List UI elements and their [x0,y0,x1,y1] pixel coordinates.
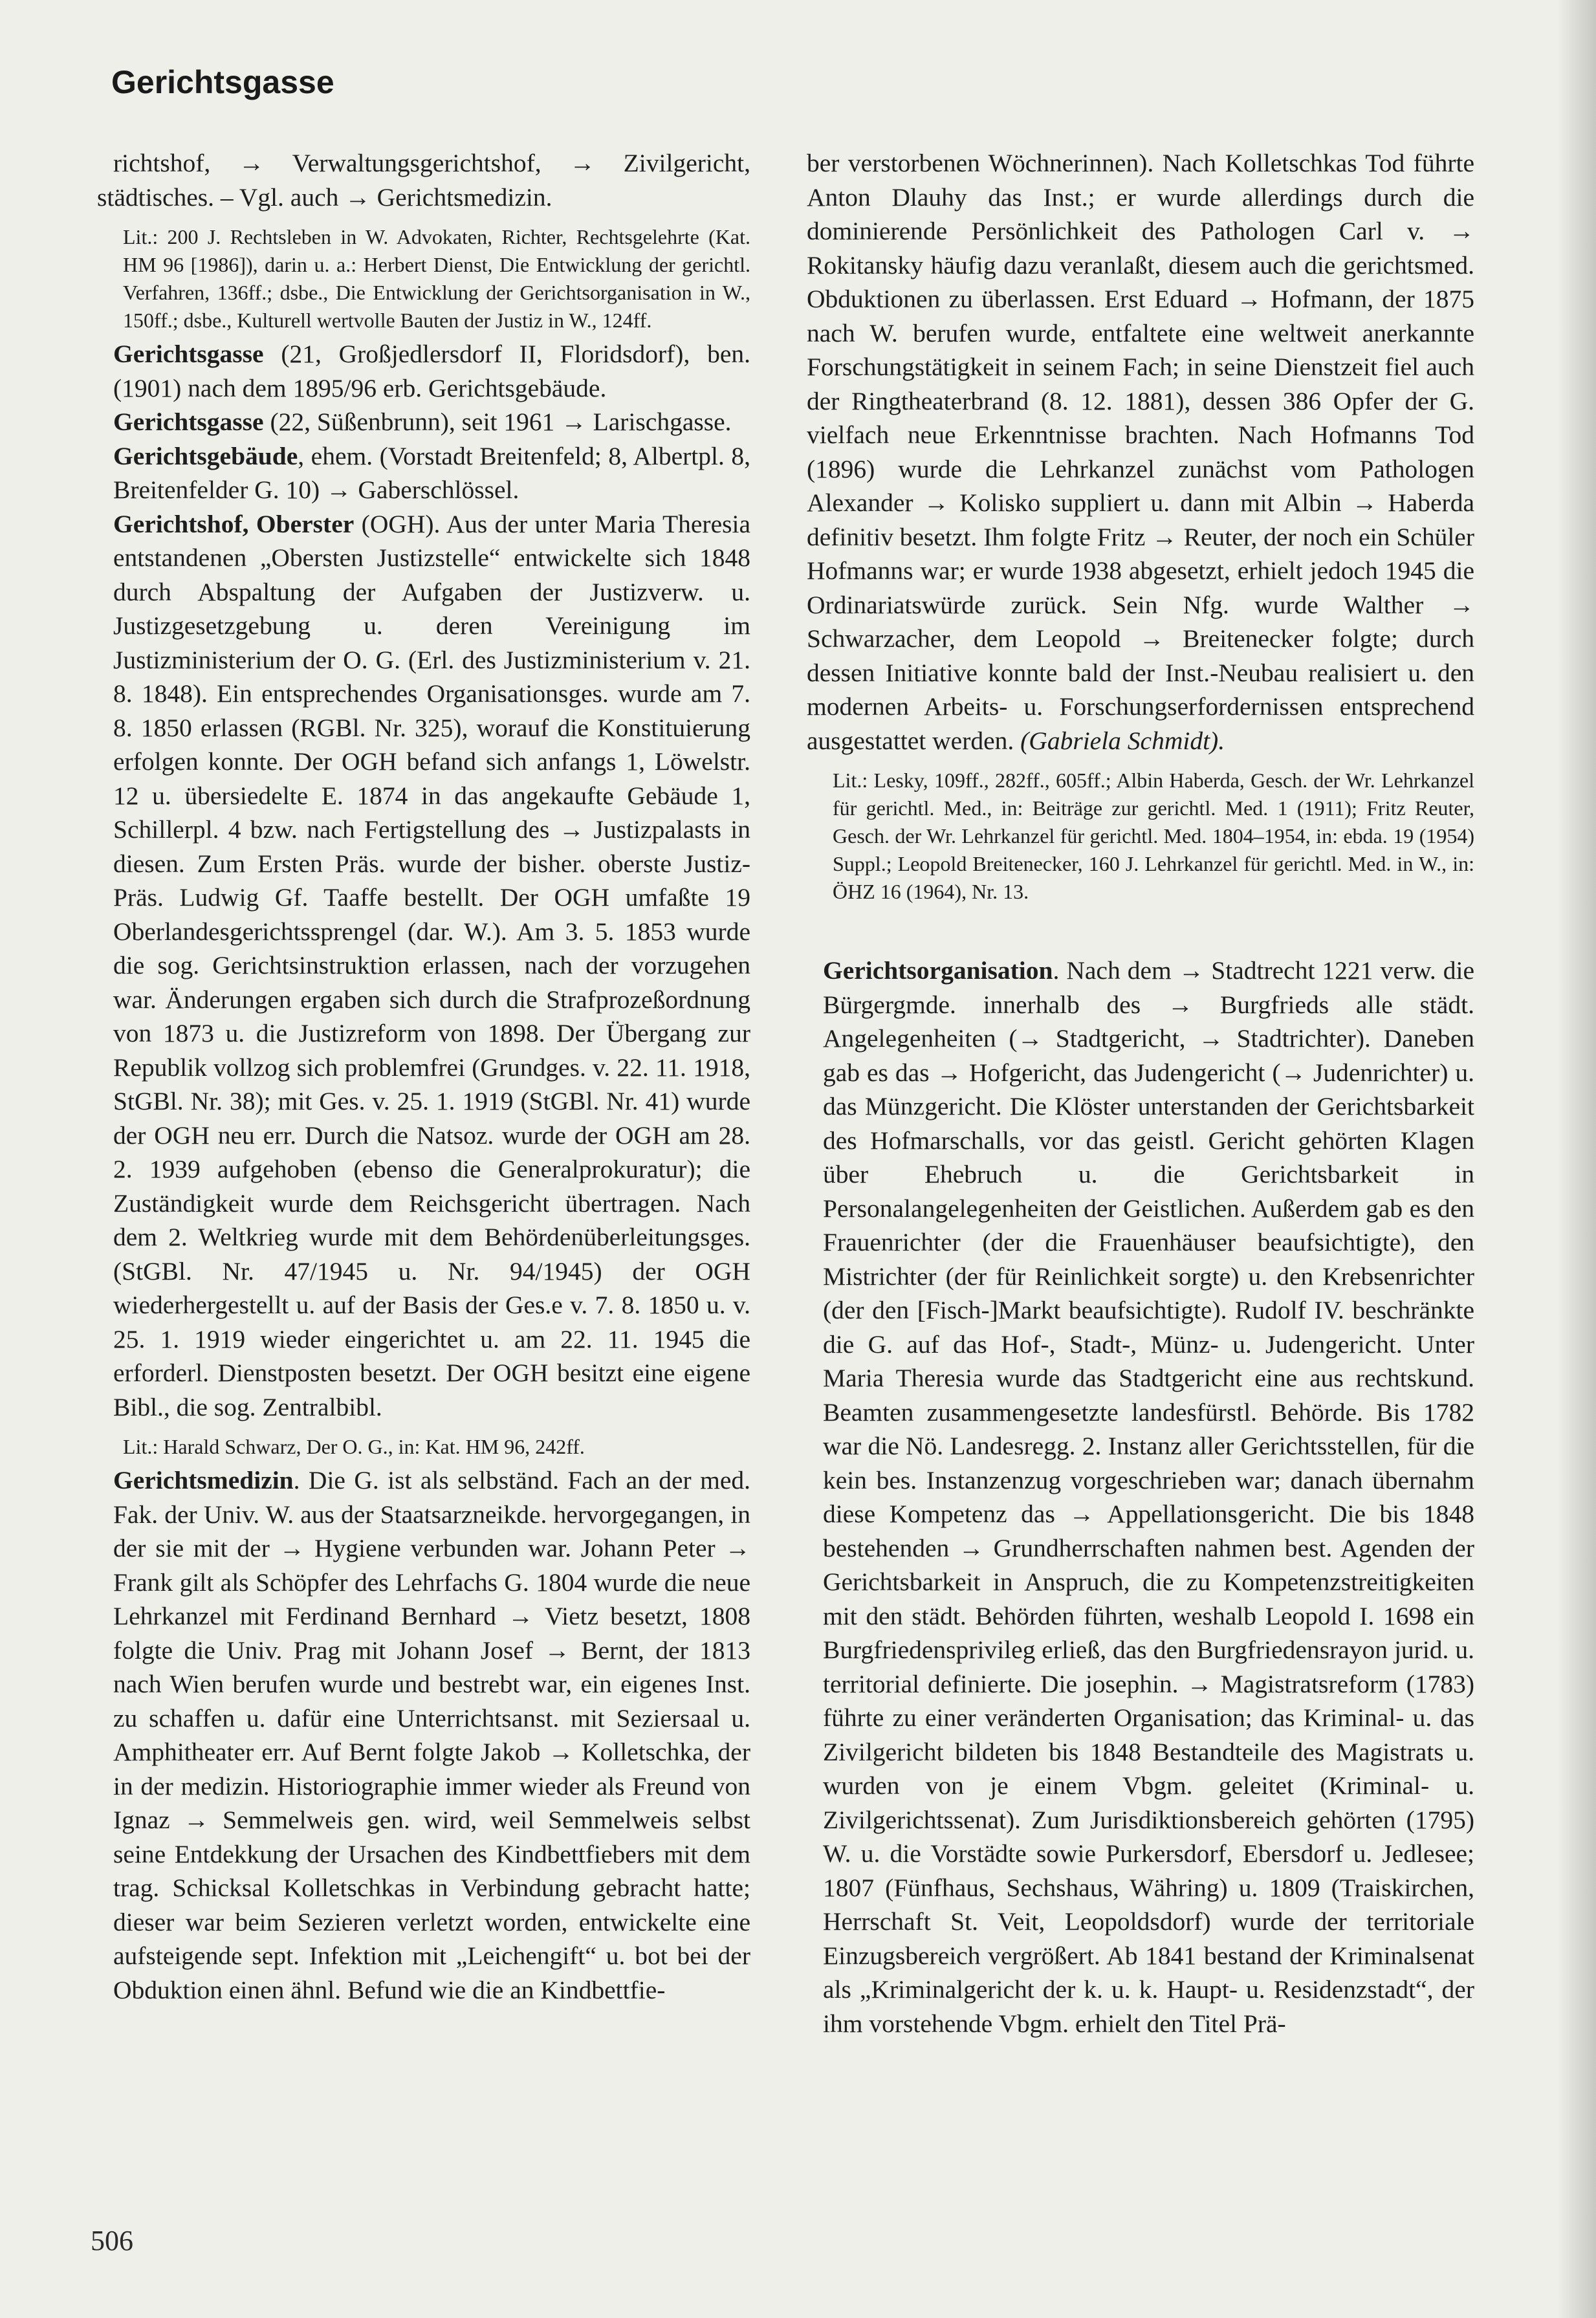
entry-lemma: Gerichtsgebäude [113,441,298,470]
entry-gerichtsmedizin [97,1463,750,2007]
page-edge-shadow [1557,0,1596,2318]
entry-gerichtsgasse-21 [97,337,750,405]
literature-note: Lit.: 200 J. Rechtsleben in W. Advokaten, Richter, Rechtsgelehrte (Kat. HM 96 [1986]), darin u. a.: Herbert Dienst, Die Entwicklung der gerichtl. Verfahren, 136ff.; dsbe., Die Entwicklung der Gerichtsorganisation in W., 150ff.; dsbe., Kulturell wertvolle Bauten der Justiz in W., 124ff. [123,225,750,332]
entry-text: (22, Süßenbrunn), seit 1961 → Larischgasse. [263,408,732,436]
entry-lemma: Gerichtsgasse [113,408,264,436]
entry-text: . Die G. ist als selbständ. Fach an der med. Fak. der Univ. W. aus der Staatsarzneikde. hervorgegangen, in der sie mit der → Hygiene verbunden war. Johann Peter → Frank gilt als Schöpfer des Lehrfachs G. 1804 wurde die neue Lehrkanzel mit Ferdinand Bernhard → Vietz besetzt, 1808 folgte die Univ. Prag mit Johann Josef → Bernt, der 1813 nach Wien berufen wurde und bestrebt war, ein eigenes Inst. zu schaffen u. dafür eine Unterrichtsanst. mit Seziersaal u. Amphitheater err. Auf Bernt folgte Jakob → Kolletschka, der in der medizin. Historiographie immer wieder als Freund von Ignaz → Semmelweis gen. wird, weil Semmelweis selbst seine Entdekkung der Ursachen des Kindbettfiebers mit dem trag. Schicksal Kolletschkas in Verbindung gebracht hatte; dieser war beim Sezieren verletzt worden, entwickelte eine aufsteigende sept. Infektion mit „Leichengift“ u. bot bei der Obduktion einen ähnl. Befund wie die an Kindbettfie- [113,1466,750,2004]
entry-lemma: Gerichtshof, Oberster [113,509,355,538]
entry-lemma: Gerichtsgasse [113,340,264,368]
continued-text [807,146,1474,758]
entry-gerichtsgasse-22 [97,405,750,439]
entry-oberster-gerichtshof [97,507,750,1425]
entry-text: (21, Großjedlersdorf II, Floridsdorf), ben. (1901) nach dem 1895/96 erb. Gerichtsgebäude. [113,340,750,402]
literature-note: Lit.: Lesky, 109ff., 282ff., 605ff.; Albin Haberda, Gesch. der Wr. Lehrkanzel für gerichtl. Med., in: Beiträge zur gerichtl. Med. 1 (1911); Fritz Reuter, Gesch. der Wr. Lehrkanzel für gerichtl. Med. 1804–1954, in: ebda. 19 (1954) Suppl.; Leopold Breitenecker, 160 J. Lehrkanzel für gerichtl. Med. in W., in: ÖHZ 16 (1964), Nr. 13. [833,769,1474,903]
entry-lemma: Gerichtsorganisation [823,956,1053,985]
continued-text: richtshof, → Verwaltungsgerichtshof, → Zivilgericht, städtisches. – Vgl. auch → Gerichtsmedizin. [97,149,750,212]
left-column [97,146,750,2007]
entry-text: , ehem. (Vorstadt Breitenfeld; 8, Albertpl. 8, Breitenfelder G. 10) → Gaberschlössel. [113,441,750,504]
right-column [807,146,1474,2040]
author-signature: (Gabriela Schmidt). [1020,726,1225,755]
section-gap [807,908,1474,954]
entry-text: ber verstorbenen Wöchnerinnen). Nach Kolletschkas Tod führte Anton Dlauhy das Inst.; er wurde allerdings durch die dominierende Persönlichkeit des Pathologen Carl v. → Rokitansky häufig dazu veranlaßt, diesem auch die gerichtsmed. Obduktionen zu überlassen. Erst Eduard → Hofmann, der 1875 nach W. berufen wurde, entfaltete eine weltweit anerkannte Forschungstätigkeit in seinem Fach; in seine Dienstzeit fiel auch der Ringtheaterbrand (8. 12. 1881), dessen 386 Opfer der G. vielfach neue Erkenntnisse brachten. Nach Hofmanns Tod (1896) wurde die Lehrkanzel zunächst vom Pathologen Alexander → Kolisko suppliert u. dann mit Albin → Haberda definitiv besetzt. Ihm folgte Fritz → Reuter, der noch ein Schüler Hofmanns war; er wurde 1938 abgesetzt, erhielt jedoch 1945 die Ordinariatswürde zurück. Sein Nfg. wurde Walther → Schwarzacher, dem Leopold → Breitenecker folgte; durch dessen Initiative konnte bald der Inst.-Neubau realisiert u. den modernen Arbeits- u. Forschungserfordernissen entsprechend ausgestattet werden. [807,149,1474,755]
entry-gerichtsorganisation [807,954,1474,2040]
running-header: Gerichtsgasse [111,64,334,100]
entry-gerichtsgebaeude [97,439,750,507]
literature-note: Lit.: Harald Schwarz, Der O. G., in: Kat. HM 96, 242ff. [123,1435,585,1458]
entry-text: . Nach dem → Stadtrecht 1221 verw. die Bürgergmde. innerhalb des → Burgfrieds alle städt. Angelegenheiten (→ Stadtgericht, → Stadtrichter). Daneben gab es das → Hofgericht, das Judengericht (→ Judenrichter) u. das Münzgericht. Die Klöster unterstanden der Gerichtsbarkeit des Hofmarschalls, vor das geistl. Gericht gehörten Klagen über Ehebruch u. die Gerichtsbarkeit in Personalangelegenheiten der Geistlichen. Außerdem gab es den Frauenrichter (der die Frauenhäuser beaufsichtigte), den Mistrichter (der für Reinlichkeit sorgte) u. den Krebsenrichter (der den [Fisch-]Markt beaufsichtigte). Rudolf IV. beschränkte die G. auf das Hof-, Stadt-, Münz- u. Judengericht. Unter Maria Theresia wurde das Stadtgericht eine aus rechtskund. Beamten zusammengesetzte landesfürstl. Behörde. Bis 1782 war die Nö. Landesregg. 2. Instanz aller Gerichtsstellen, für die kein bes. Instanzenzug vorgeschrieben war; danach übernahm diese Kompetenz das → Appellationsgericht. Die bis 1848 bestehenden → Grundherrschaften nahmen best. Agenden der Gerichtsbarkeit in Anspruch, die zu Kompetenzstreitigkeiten mit den städt. Behörden führten, weshalb Leopold I. 1698 ein Burgfriedensprivileg erließ, das den Burgfriedensrayon jurid. u. territorial definierte. Die josephin. → Magistratsreform (1783) führte zu einer veränderten Organisation; das Kriminal- u. das Zivilgericht bildeten bis 1848 Bestandteile des Magistrats u. wurden von je einem Vbgm. geleitet (Kriminal- u. Zivilgerichtssenat). Zum Jurisdiktionsbereich gehörten (1795) W. u. die Vorstädte sowie Purkersdorf, Ebersdorf u. Jedlesee; 1807 (Fünfhaus, Sechshaus, Währing) u. 1809 (Traiskirchen, Herrschaft St. Veit, Leopoldsdorf) wurde der territoriale Einzugsbereich vergrößert. Ab 1841 bestand der Kriminalsenat als „Kriminalgericht der k. u. k. Haupt- u. Residenzstadt“, der ihm vorstehende Vbgm. erhielt den Titel Prä- [823,956,1474,2038]
entry-text: (OGH). Aus der unter Maria Theresia entstandenen „Obersten Justizstelle“ entwickelte sich 1848 durch Abspaltung der Aufgaben der Justizverw. u. Justizgesetzgebung u. deren Vereinigung im Justizministerium der O. G. (Erl. des Justizministerium v. 21. 8. 1848). Ein entsprechendes Organisationsges. wurde am 7. 8. 1850 erlassen (RGBl. Nr. 325), worauf die Konstituierung erfolgen konnte. Der OGH befand sich anfangs 1, Löwelstr. 12 u. übersiedelte E. 1874 in das angekaufte Gebäude 1, Schillerpl. 4 bzw. nach Fertigstellung des → Justizpalasts in diesen. Zum Ersten Präs. wurde der bisher. oberste Justiz-Präs. Ludwig Gf. Taaffe bestellt. Der OGH umfaßte 19 Oberlandesgerichtssprengel (dar. W.). Am 3. 5. 1853 wurde die sog. Gerichtsinstruktion erlassen, nach der vorzugehen war. Änderungen ergaben sich durch die Strafprozeßordnung von 1873 u. die Justizreform von 1898. Der Übergang zur Republik vollzog sich problemfrei (Grundges. v. 22. 11. 1918, StGBl. Nr. 38); mit Ges. v. 25. 1. 1919 (StGBl. Nr. 41) wurde der OGH neu err. Durch die Natsoz. wurde der OGH am 28. 2. 1939 aufgehoben (ebenso die Generalprokuratur); die Zuständigkeit wurde dem Reichsgericht übertragen. Nach dem 2. Weltkrieg wurde mit dem Behördenüberleitungsges. (StGBl. Nr. 47/1945 u. Nr. 94/1945) der OGH wiederhergestellt u. auf der Basis der Ges.e v. 7. 8. 1850 u. v. 25. 1. 1919 wieder eingerichtet u. am 22. 11. 1945 die erforderl. Dienstposten besetzt. Der OGH besitzt eine eigene Bibl., die sog. Zentralbibl. [113,509,750,1421]
page-number: 506 [91,2225,133,2257]
entry-lemma: Gerichtsmedizin [113,1466,294,1494]
